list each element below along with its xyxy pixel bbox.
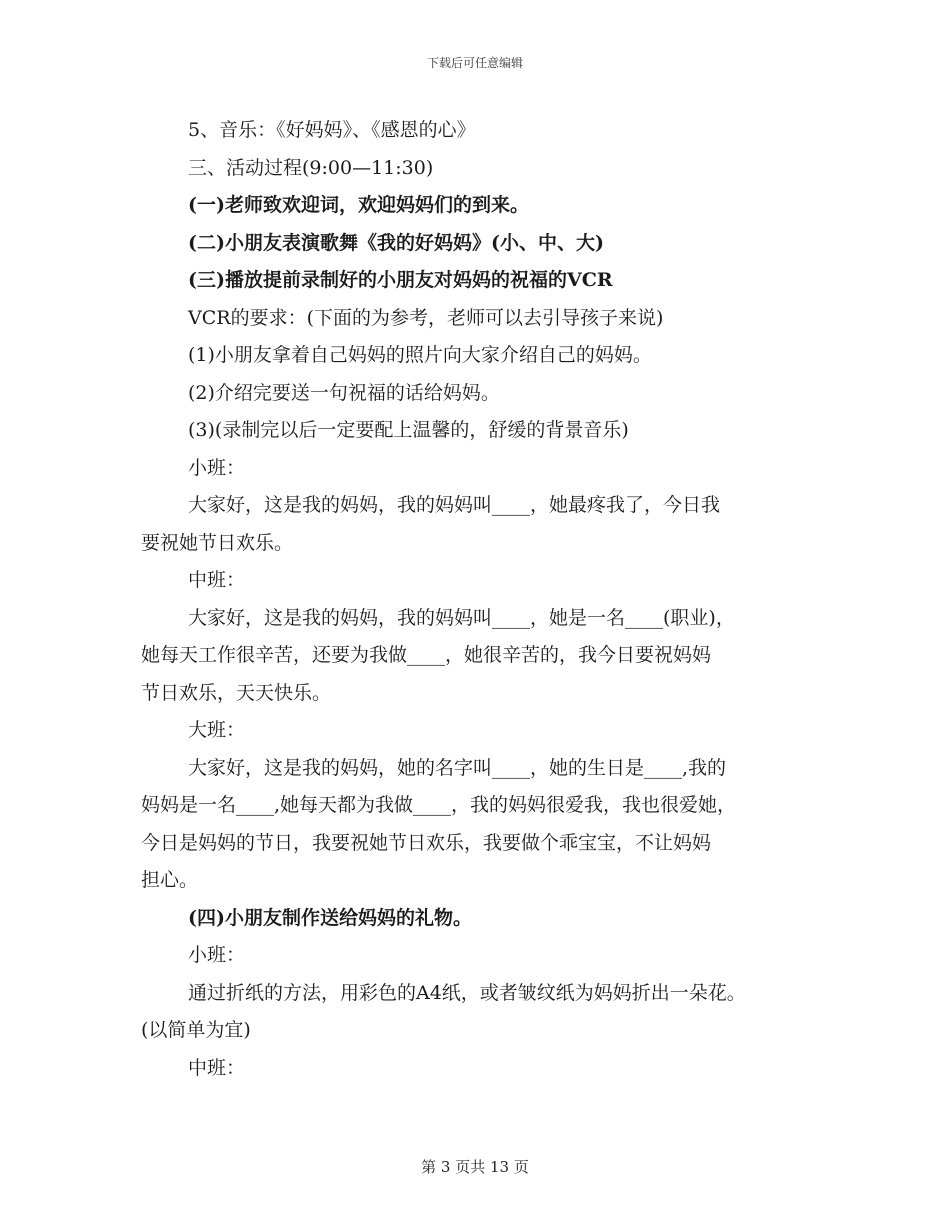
text-line: 要祝她节日欢乐。 xyxy=(141,531,294,554)
class-label: 中班： xyxy=(188,1056,246,1079)
subsection-heading: (三)播放提前录制好的小朋友对妈妈的祝福的VCR xyxy=(188,269,613,291)
class-label: 小班： xyxy=(188,456,246,479)
text-line: (以简单为宜) xyxy=(141,1019,251,1041)
class-label: 大班： xyxy=(188,719,246,741)
subsection-heading: (四)小朋友制作送给妈妈的礼物。 xyxy=(188,906,472,929)
document-body xyxy=(141,112,831,1087)
class-label: 中班： xyxy=(188,569,246,591)
subsection-heading: (一)老师致欢迎词，欢迎妈妈们的到来。 xyxy=(188,194,529,216)
text-line: 大家好，这是我的妈妈，我的妈妈叫____，她是一名____(职业)， xyxy=(188,606,735,629)
text-line: 通过折纸的方法，用彩色的A4纸，或者皱纹纸为妈妈折出一朵花。 xyxy=(188,981,746,1004)
list-item: (2)介绍完要送一句祝福的话给妈妈。 xyxy=(188,381,500,404)
text-line: 节日欢乐，天天快乐。 xyxy=(141,681,332,704)
section-heading: 三、活动过程(9:00—11:30) xyxy=(188,156,434,179)
text-line: 大家好，这是我的妈妈，我的妈妈叫____，她最疼我了，今日我 xyxy=(188,494,721,516)
subsection-heading: (二)小朋友表演歌舞《我的好妈妈》(小、中、大) xyxy=(188,231,604,254)
text-line: 大家好，这是我的妈妈，她的名字叫____，她的生日是____,我的 xyxy=(188,756,727,779)
text-line: 5、音乐：《好妈妈》、《感恩的心》 xyxy=(188,119,476,141)
list-item: (1)小朋友拿着自己妈妈的照片向大家介绍自己的妈妈。 xyxy=(188,344,652,366)
text-line: VCR的要求：(下面的为参考，老师可以去引导孩子来说) xyxy=(188,306,664,329)
text-line: 担心。 xyxy=(141,869,199,891)
page-header: 下载后可任意编辑 xyxy=(426,56,523,70)
text-line: 今日是妈妈的节日，我要祝她节日欢乐，我要做个乖宝宝，不让妈妈 xyxy=(141,831,712,854)
text-line: 妈妈是一名____,她每天都为我做____，我的妈妈很爱我，我也很爱她， xyxy=(141,794,737,816)
class-label: 小班： xyxy=(188,944,246,966)
list-item: (3)(录制完以后一定要配上温馨的，舒缓的背景音乐) xyxy=(188,419,629,441)
text-line: 她每天工作很辛苦，还要为我做____，她很辛苦的，我今日要祝妈妈 xyxy=(141,644,712,666)
page-footer: 第 3 页共 13 页 xyxy=(421,1158,529,1176)
